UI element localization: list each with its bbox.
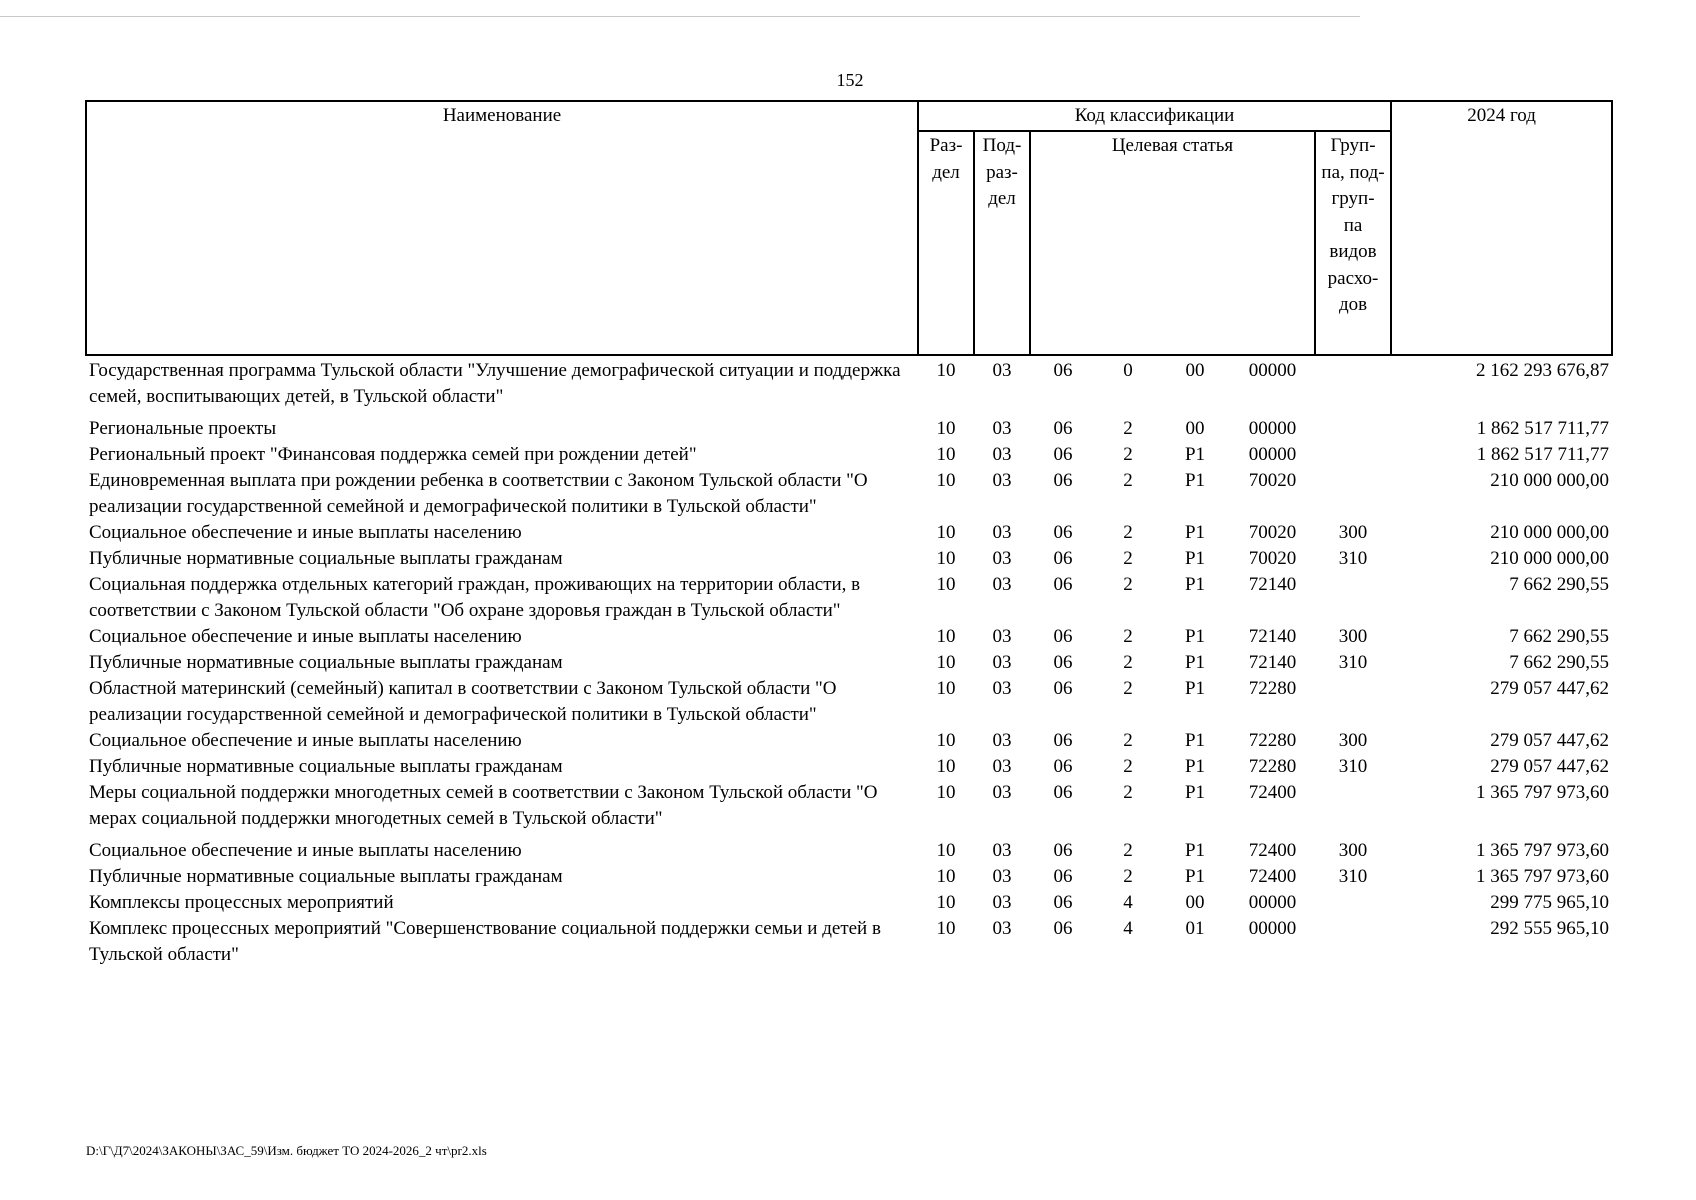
row-target-event: P1 bbox=[1184, 866, 1206, 887]
row-podrazdel: 03 bbox=[992, 866, 1012, 887]
table-row bbox=[86, 838, 1612, 864]
header-year: 2024 год bbox=[1391, 101, 1612, 355]
row-target-subprogram: 2 bbox=[1123, 626, 1133, 647]
budget-table bbox=[85, 100, 1613, 968]
row-target-direction: 70020 bbox=[1248, 522, 1297, 543]
row-amount: 279 057 447,62 bbox=[1490, 730, 1610, 751]
row-target-event: P1 bbox=[1184, 840, 1206, 861]
table-row bbox=[86, 624, 1612, 650]
row-target-subprogram: 2 bbox=[1123, 678, 1133, 699]
row-expense-group: 300 bbox=[1338, 730, 1368, 751]
row-name: Публичные нормативные социальные выплаты гражданам bbox=[89, 652, 563, 673]
row-target-event: 00 bbox=[1185, 418, 1205, 439]
row-name: Публичные нормативные социальные выплаты гражданам bbox=[89, 866, 563, 887]
row-target-event: 00 bbox=[1185, 892, 1205, 913]
header-expense-group bbox=[1315, 131, 1391, 355]
row-expense-group bbox=[1315, 780, 1391, 838]
row-expense-group bbox=[1315, 572, 1391, 624]
row-name: Меры социальной поддержки многодетных семей в соответствии с Законом Тульской области "О мерах социальной поддержки многодетных семей в Тульской области" bbox=[89, 782, 878, 829]
row-expense-group: 300 bbox=[1338, 626, 1368, 647]
row-target-program: 06 bbox=[1053, 626, 1073, 647]
row-target-program: 06 bbox=[1053, 756, 1073, 777]
row-target-direction: 00000 bbox=[1248, 892, 1297, 913]
row-expense-group: 310 bbox=[1338, 866, 1368, 887]
row-podrazdel: 03 bbox=[992, 678, 1012, 699]
table-body bbox=[86, 355, 1612, 968]
row-target-event: P1 bbox=[1184, 678, 1206, 699]
row-expense-group bbox=[1315, 355, 1391, 416]
row-target-subprogram: 2 bbox=[1123, 418, 1133, 439]
row-razdel: 10 bbox=[936, 360, 956, 381]
row-target-subprogram: 2 bbox=[1123, 574, 1133, 595]
row-expense-group bbox=[1315, 468, 1391, 520]
row-name: Государственная программа Тульской области "Улучшение демографической ситуации и поддержка семей, воспитывающих детей, в Тульской области" bbox=[89, 360, 901, 407]
scan-top-line bbox=[0, 16, 1360, 17]
row-podrazdel: 03 bbox=[992, 470, 1012, 491]
row-expense-group: 300 bbox=[1338, 522, 1368, 543]
table-row bbox=[86, 520, 1612, 546]
row-target-program: 06 bbox=[1053, 652, 1073, 673]
row-podrazdel: 03 bbox=[992, 892, 1012, 913]
header-podrazdel-text: Под- раз- дел bbox=[982, 135, 1022, 209]
row-target-event: 01 bbox=[1185, 918, 1205, 939]
row-razdel: 10 bbox=[936, 522, 956, 543]
row-name: Региональный проект "Финансовая поддержка семей при рождении детей" bbox=[89, 444, 697, 465]
row-target-event: P1 bbox=[1184, 522, 1206, 543]
row-expense-group bbox=[1315, 676, 1391, 728]
row-target-direction: 00000 bbox=[1248, 360, 1297, 381]
row-target-direction: 72400 bbox=[1248, 866, 1297, 887]
row-target-direction: 00000 bbox=[1248, 444, 1297, 465]
row-podrazdel: 03 bbox=[992, 418, 1012, 439]
row-amount: 210 000 000,00 bbox=[1490, 522, 1610, 543]
row-podrazdel: 03 bbox=[992, 360, 1012, 381]
row-target-direction: 72400 bbox=[1248, 840, 1297, 861]
row-target-subprogram: 2 bbox=[1123, 730, 1133, 751]
row-name: Областной материнский (семейный) капитал в соответствии с Законом Тульской области "О реализации государственной семейной и демографической политики в Тульской области" bbox=[89, 678, 837, 725]
row-target-subprogram: 4 bbox=[1123, 892, 1133, 913]
row-target-event: 00 bbox=[1185, 360, 1205, 381]
table-row bbox=[86, 754, 1612, 780]
header-razdel bbox=[918, 131, 974, 355]
row-name: Публичные нормативные социальные выплаты гражданам bbox=[89, 756, 563, 777]
header-target-article: Целевая статья bbox=[1030, 131, 1315, 355]
row-target-subprogram: 2 bbox=[1123, 756, 1133, 777]
row-razdel: 10 bbox=[936, 626, 956, 647]
row-amount: 210 000 000,00 bbox=[1490, 470, 1610, 491]
table-row bbox=[86, 546, 1612, 572]
row-target-subprogram: 2 bbox=[1123, 866, 1133, 887]
row-target-event: P1 bbox=[1184, 782, 1206, 803]
table-row bbox=[86, 468, 1612, 520]
row-target-event: P1 bbox=[1184, 574, 1206, 595]
row-podrazdel: 03 bbox=[992, 574, 1012, 595]
row-target-program: 06 bbox=[1053, 782, 1073, 803]
table-row bbox=[86, 890, 1612, 916]
table-row bbox=[86, 416, 1612, 442]
row-razdel: 10 bbox=[936, 418, 956, 439]
row-target-program: 06 bbox=[1053, 444, 1073, 465]
row-target-event: P1 bbox=[1184, 652, 1206, 673]
row-target-event: P1 bbox=[1184, 756, 1206, 777]
row-target-direction: 72140 bbox=[1248, 574, 1297, 595]
row-podrazdel: 03 bbox=[992, 756, 1012, 777]
header-code-group: Код классификации bbox=[918, 101, 1391, 131]
table-row bbox=[86, 442, 1612, 468]
row-target-event: P1 bbox=[1184, 548, 1206, 569]
row-name: Региональные проекты bbox=[89, 418, 277, 439]
row-amount: 279 057 447,62 bbox=[1490, 756, 1610, 777]
row-name: Единовременная выплата при рождении ребенка в соответствии с Законом Тульской области "О реализации государственной семейной и демографической политики в Тульской области" bbox=[89, 470, 868, 517]
row-target-direction: 00000 bbox=[1248, 418, 1297, 439]
row-name: Комплекс процессных мероприятий "Совершенствование социальной поддержки семьи и детей в Тульской области" bbox=[89, 918, 881, 965]
table-row bbox=[86, 676, 1612, 728]
row-target-direction: 72280 bbox=[1248, 756, 1297, 777]
row-target-direction: 70020 bbox=[1248, 548, 1297, 569]
table-row bbox=[86, 650, 1612, 676]
row-razdel: 10 bbox=[936, 782, 956, 803]
row-target-program: 06 bbox=[1053, 730, 1073, 751]
row-target-program: 06 bbox=[1053, 918, 1073, 939]
row-expense-group bbox=[1315, 442, 1391, 468]
row-target-direction: 72280 bbox=[1248, 678, 1297, 699]
row-razdel: 10 bbox=[936, 444, 956, 465]
row-target-program: 06 bbox=[1053, 548, 1073, 569]
row-target-direction: 72140 bbox=[1248, 652, 1297, 673]
header-razdel-text: Раз- дел bbox=[929, 135, 963, 183]
row-expense-group: 310 bbox=[1338, 756, 1368, 777]
row-target-direction: 72280 bbox=[1248, 730, 1297, 751]
row-target-subprogram: 2 bbox=[1123, 470, 1133, 491]
row-podrazdel: 03 bbox=[992, 548, 1012, 569]
row-amount: 1 365 797 973,60 bbox=[1476, 866, 1610, 887]
row-amount: 1 365 797 973,60 bbox=[1476, 840, 1610, 861]
row-amount: 7 662 290,55 bbox=[1509, 626, 1610, 647]
row-razdel: 10 bbox=[936, 892, 956, 913]
row-razdel: 10 bbox=[936, 548, 956, 569]
row-podrazdel: 03 bbox=[992, 730, 1012, 751]
row-podrazdel: 03 bbox=[992, 522, 1012, 543]
row-target-subprogram: 2 bbox=[1123, 548, 1133, 569]
row-target-event: P1 bbox=[1184, 444, 1206, 465]
header-name: Наименование bbox=[86, 101, 918, 355]
row-expense-group: 310 bbox=[1338, 652, 1368, 673]
row-target-program: 06 bbox=[1053, 892, 1073, 913]
header-expense-group-text: Груп- па, под- груп- па видов расхо- дов bbox=[1321, 135, 1385, 315]
row-amount: 1 862 517 711,77 bbox=[1476, 418, 1610, 439]
page-number: 152 bbox=[836, 70, 864, 90]
row-podrazdel: 03 bbox=[992, 782, 1012, 803]
row-target-program: 06 bbox=[1053, 470, 1073, 491]
row-podrazdel: 03 bbox=[992, 918, 1012, 939]
row-target-direction: 72400 bbox=[1248, 782, 1297, 803]
row-target-subprogram: 2 bbox=[1123, 782, 1133, 803]
row-amount: 210 000 000,00 bbox=[1490, 548, 1610, 569]
table-row bbox=[86, 780, 1612, 838]
header-podrazdel bbox=[974, 131, 1030, 355]
table-row bbox=[86, 355, 1612, 416]
row-razdel: 10 bbox=[936, 866, 956, 887]
row-target-subprogram: 2 bbox=[1123, 840, 1133, 861]
row-amount: 299 775 965,10 bbox=[1490, 892, 1610, 913]
row-expense-group: 310 bbox=[1338, 548, 1368, 569]
row-target-event: P1 bbox=[1184, 470, 1206, 491]
row-amount: 7 662 290,55 bbox=[1509, 574, 1610, 595]
row-razdel: 10 bbox=[936, 470, 956, 491]
row-name: Социальное обеспечение и иные выплаты населению bbox=[89, 626, 522, 647]
table-row bbox=[86, 864, 1612, 890]
row-razdel: 10 bbox=[936, 574, 956, 595]
row-podrazdel: 03 bbox=[992, 840, 1012, 861]
row-target-program: 06 bbox=[1053, 574, 1073, 595]
row-razdel: 10 bbox=[936, 756, 956, 777]
row-razdel: 10 bbox=[936, 678, 956, 699]
table-row bbox=[86, 728, 1612, 754]
row-podrazdel: 03 bbox=[992, 652, 1012, 673]
row-name: Социальное обеспечение и иные выплаты населению bbox=[89, 730, 522, 751]
row-amount: 292 555 965,10 bbox=[1490, 918, 1610, 939]
row-podrazdel: 03 bbox=[992, 626, 1012, 647]
row-target-program: 06 bbox=[1053, 840, 1073, 861]
row-target-subprogram: 2 bbox=[1123, 522, 1133, 543]
row-target-subprogram: 4 bbox=[1123, 918, 1133, 939]
row-name: Социальное обеспечение и иные выплаты населению bbox=[89, 840, 522, 861]
row-target-direction: 72140 bbox=[1248, 626, 1297, 647]
row-expense-group bbox=[1315, 890, 1391, 916]
row-expense-group bbox=[1315, 916, 1391, 968]
row-razdel: 10 bbox=[936, 840, 956, 861]
row-amount: 7 662 290,55 bbox=[1509, 652, 1610, 673]
row-podrazdel: 03 bbox=[992, 444, 1012, 465]
row-razdel: 10 bbox=[936, 918, 956, 939]
row-target-program: 06 bbox=[1053, 360, 1073, 381]
row-razdel: 10 bbox=[936, 652, 956, 673]
row-target-subprogram: 2 bbox=[1123, 444, 1133, 465]
footer-file-path: D:\Г\Д7\2024\ЗАКОНЫ\ЗАС_59\Изм. бюджет ТО 2024-2026_2 чт\pr2.xls bbox=[86, 1143, 487, 1158]
row-target-subprogram: 2 bbox=[1123, 652, 1133, 673]
row-name: Социальное обеспечение и иные выплаты населению bbox=[89, 522, 522, 543]
row-target-event: P1 bbox=[1184, 730, 1206, 751]
row-name: Публичные нормативные социальные выплаты гражданам bbox=[89, 548, 563, 569]
row-target-program: 06 bbox=[1053, 678, 1073, 699]
row-expense-group bbox=[1315, 416, 1391, 442]
row-target-direction: 00000 bbox=[1248, 918, 1297, 939]
row-name: Социальная поддержка отдельных категорий граждан, проживающих на территории области, в соответствии с Законом Тульской области "Об охране здоровья граждан в Тульской области" bbox=[89, 574, 861, 621]
row-target-program: 06 bbox=[1053, 418, 1073, 439]
row-expense-group: 300 bbox=[1338, 840, 1368, 861]
row-target-program: 06 bbox=[1053, 522, 1073, 543]
row-amount: 1 365 797 973,60 bbox=[1476, 782, 1610, 803]
row-target-direction: 70020 bbox=[1248, 470, 1297, 491]
row-amount: 1 862 517 711,77 bbox=[1476, 444, 1610, 465]
table-row bbox=[86, 916, 1612, 968]
table-row bbox=[86, 572, 1612, 624]
row-name: Комплексы процессных мероприятий bbox=[89, 892, 394, 913]
row-razdel: 10 bbox=[936, 730, 956, 751]
row-target-program: 06 bbox=[1053, 866, 1073, 887]
row-amount: 279 057 447,62 bbox=[1490, 678, 1610, 699]
row-target-subprogram: 0 bbox=[1123, 360, 1133, 381]
row-target-event: P1 bbox=[1184, 626, 1206, 647]
row-amount: 2 162 293 676,87 bbox=[1476, 360, 1610, 381]
